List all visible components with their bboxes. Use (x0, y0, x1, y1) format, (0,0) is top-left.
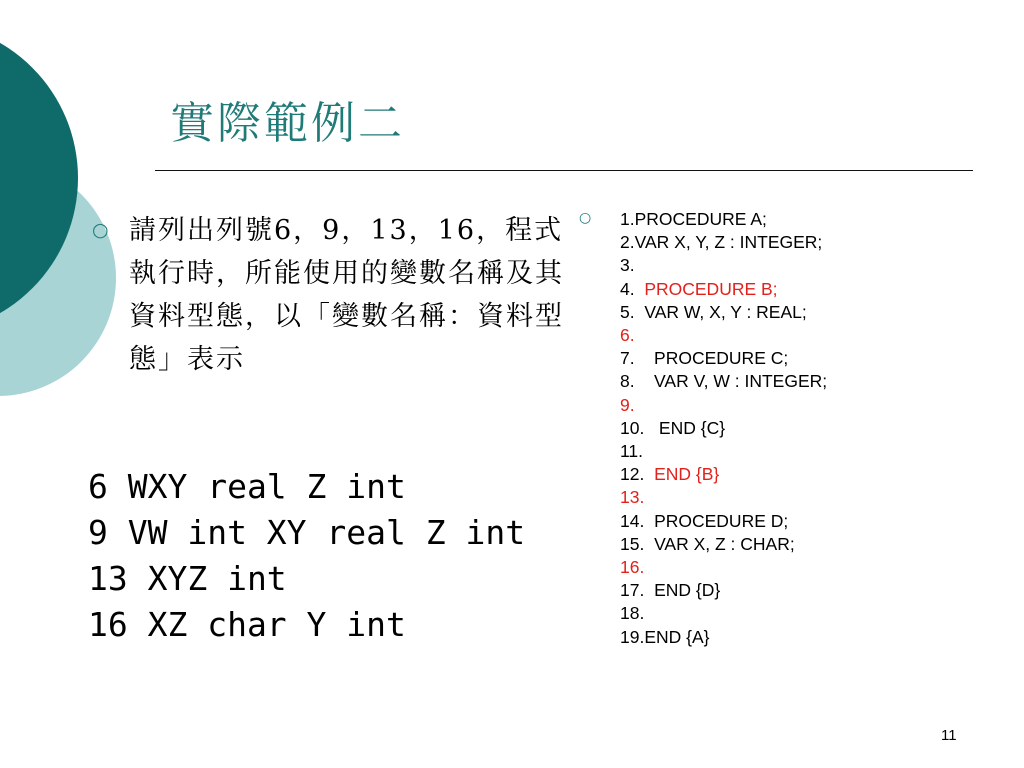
code-line-number: 12. (620, 464, 655, 485)
answer-list (88, 464, 525, 648)
answer-line-13: 13 XYZ int (88, 559, 287, 598)
code-line-text: END {A} (644, 626, 710, 647)
code-line-number: 8. (620, 371, 655, 392)
code-line (620, 254, 827, 277)
code-line-number: 18. (620, 603, 645, 624)
code-line-text: END {B} (654, 464, 720, 485)
code-line (620, 208, 827, 231)
code-line-number: 14. (620, 510, 655, 531)
answer-line-9: 9 VW int XY real Z int (88, 513, 526, 552)
code-line (620, 417, 827, 440)
code-line-number: 17. (620, 580, 655, 601)
answer-line-6: 6 WXY real Z int (88, 467, 406, 506)
code-listing (620, 208, 827, 649)
code-line (620, 347, 827, 370)
code-line-number: 6. (620, 325, 635, 346)
title-divider (155, 170, 973, 171)
code-line (620, 301, 827, 324)
code-line-text: VAR V, W : INTEGER; (654, 371, 828, 392)
code-line-number: 1. (620, 209, 635, 229)
hollow-circle-bullet-icon: ○ (92, 219, 111, 241)
code-line (620, 579, 827, 602)
code-line (620, 510, 827, 533)
code-line-number: 10. (620, 417, 659, 438)
code-line-text: VAR X, Z : CHAR; (654, 533, 795, 554)
code-line-number: 13. (620, 487, 645, 508)
code-line-text: PROCEDURE D; (654, 510, 789, 531)
code-line (620, 602, 827, 625)
code-line-number: 19. (620, 626, 645, 647)
question-text: 請列出列號6，9，13，16，程式執行時，所能使用的變數名稱及其資料型態，以「變數名稱：資料型態」表示 (129, 215, 564, 375)
code-line-text: VAR W, X, Y : REAL; (644, 301, 807, 322)
code-line-number: 4. (620, 278, 645, 299)
question-block (92, 209, 592, 381)
code-line (620, 278, 827, 301)
code-line (620, 324, 827, 347)
slide-title: 實際範例二 (170, 98, 405, 149)
answer-line-16: 16 XZ char Y int (88, 605, 406, 644)
code-line (620, 556, 827, 579)
hollow-circle-bullet-icon: ○ (579, 210, 592, 226)
code-line-number: 16. (620, 557, 645, 578)
code-line-number: 7. (620, 348, 655, 369)
code-line (620, 463, 827, 486)
code-line (620, 370, 827, 393)
code-line-text: END {C} (658, 417, 726, 438)
code-line-number: 5. (620, 301, 645, 322)
code-line-number: 3. (620, 255, 635, 276)
code-line-number: 9. (620, 394, 635, 415)
code-line-text: VAR X, Y, Z : INTEGER; (634, 232, 823, 253)
code-line-text: PROCEDURE B; (644, 278, 778, 299)
page-number: 11 (941, 727, 957, 744)
code-line (620, 231, 827, 254)
code-line-text: PROCEDURE A; (634, 209, 767, 229)
code-line-text: PROCEDURE C; (654, 348, 789, 369)
code-line (620, 394, 827, 417)
code-line (620, 533, 827, 556)
code-line-number: 15. (620, 533, 655, 554)
code-line (620, 486, 827, 509)
code-line-number: 2. (620, 232, 635, 253)
code-line-text: END {D} (654, 580, 721, 601)
code-line (620, 626, 827, 649)
code-line-number: 11. (620, 441, 644, 462)
code-line (620, 440, 827, 463)
